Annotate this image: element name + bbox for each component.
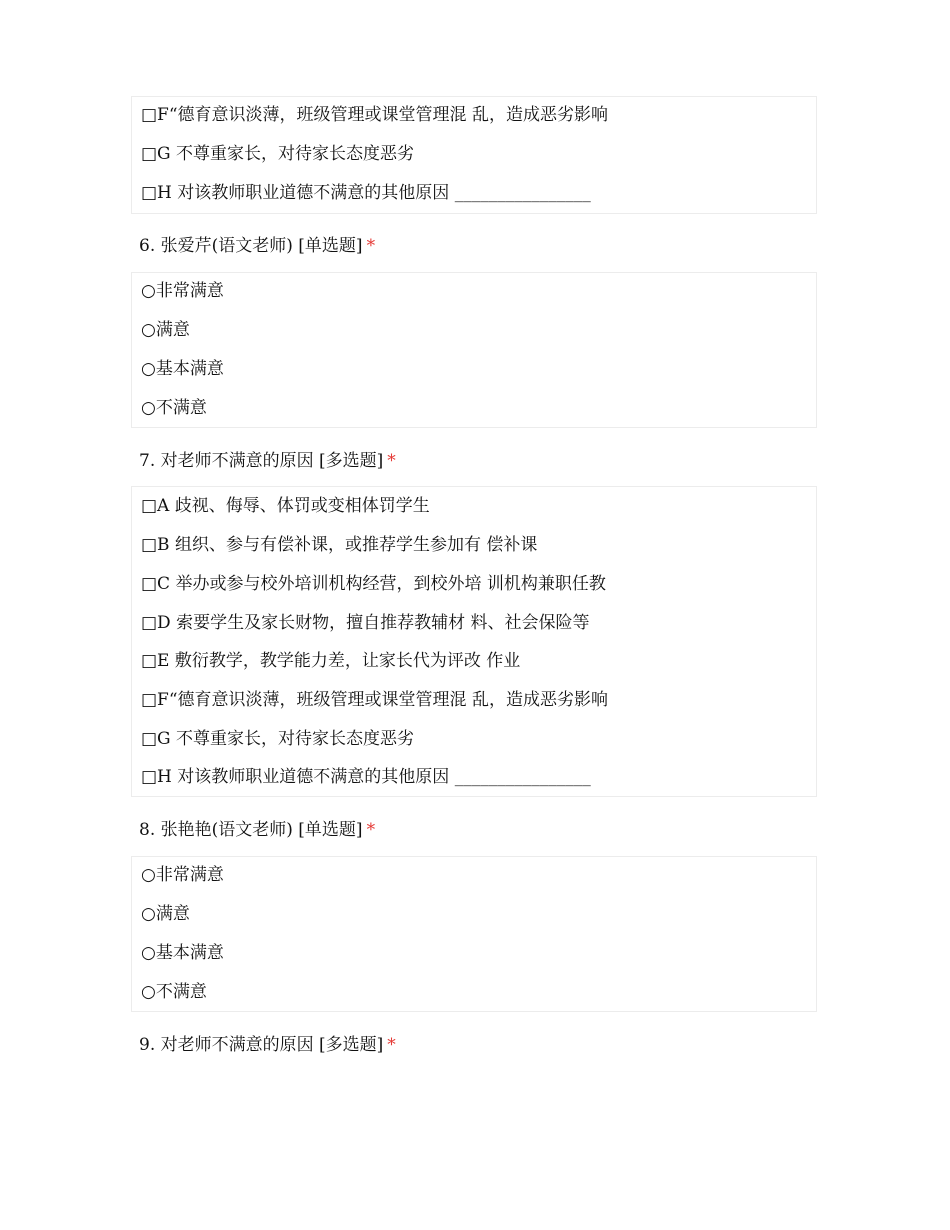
question-6-text: 6. 张爱芹(语文老师) [单选题] bbox=[139, 236, 363, 256]
checkbox-option-h[interactable]: □H 对该教师职业道德不满意的其他原因 ________________ bbox=[141, 183, 591, 203]
radio-option-very-satisfied[interactable]: ○非常满意 bbox=[141, 865, 224, 885]
required-marker: * bbox=[387, 1035, 396, 1055]
options-block-q6 bbox=[131, 272, 817, 428]
radio-option-unsatisfied[interactable]: ○不满意 bbox=[141, 398, 207, 418]
question-9-text: 9. 对老师不满意的原因 [多选题] bbox=[139, 1035, 384, 1055]
checkbox-option-b[interactable]: □B 组织、参与有偿补课，或推荐学生参加有 偿补课 bbox=[141, 535, 538, 555]
radio-option-very-satisfied[interactable]: ○非常满意 bbox=[141, 281, 224, 301]
radio-option-basically-satisfied[interactable]: ○基本满意 bbox=[141, 943, 224, 963]
question-6-title bbox=[139, 236, 375, 256]
radio-option-basically-satisfied[interactable]: ○基本满意 bbox=[141, 359, 224, 379]
checkbox-option-d[interactable]: □D 索要学生及家长财物，擅自推荐教辅材 料、社会保险等 bbox=[141, 613, 590, 633]
radio-option-satisfied[interactable]: ○满意 bbox=[141, 904, 190, 924]
question-8-text: 8. 张艳艳(语文老师) [单选题] bbox=[139, 820, 363, 840]
options-block-q5 bbox=[131, 96, 817, 214]
options-block-q8 bbox=[131, 856, 817, 1012]
options-block-q7 bbox=[131, 486, 817, 797]
checkbox-option-c[interactable]: □C 举办或参与校外培训机构经营，到校外培 训机构兼职任教 bbox=[141, 574, 606, 594]
checkbox-option-f[interactable]: □F“德育意识淡薄，班级管理或课堂管理混 乱，造成恶劣影响 bbox=[141, 690, 608, 710]
question-7-title bbox=[139, 451, 396, 471]
checkbox-option-f[interactable]: □F“德育意识淡薄，班级管理或课堂管理混 乱，造成恶劣影响 bbox=[141, 105, 608, 125]
required-marker: * bbox=[387, 451, 396, 471]
radio-option-unsatisfied[interactable]: ○不满意 bbox=[141, 982, 207, 1002]
checkbox-option-g[interactable]: □G 不尊重家长，对待家长态度恶劣 bbox=[141, 144, 415, 164]
checkbox-option-e[interactable]: □E 敷衍教学，教学能力差，让家长代为评改 作业 bbox=[141, 651, 521, 671]
question-9-title bbox=[139, 1035, 396, 1055]
question-7-text: 7. 对老师不满意的原因 [多选题] bbox=[139, 451, 384, 471]
checkbox-option-a[interactable]: □A 歧视、侮辱、体罚或变相体罚学生 bbox=[141, 496, 430, 516]
checkbox-option-g[interactable]: □G 不尊重家长，对待家长态度恶劣 bbox=[141, 729, 415, 749]
required-marker: * bbox=[366, 820, 376, 840]
checkbox-option-h[interactable]: □H 对该教师职业道德不满意的其他原因 ________________ bbox=[141, 767, 591, 787]
required-marker: * bbox=[366, 236, 376, 256]
radio-option-satisfied[interactable]: ○满意 bbox=[141, 320, 190, 340]
question-8-title bbox=[139, 820, 375, 840]
